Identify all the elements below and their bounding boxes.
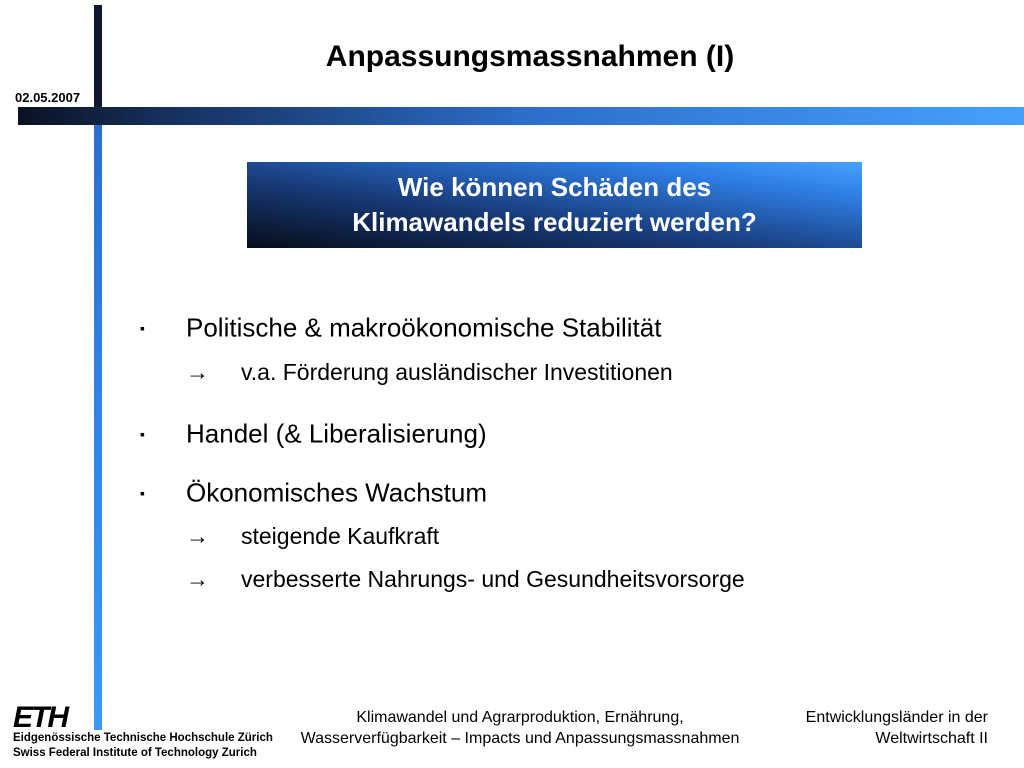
footer-center-line-2: Wasserverfügbarkeit – Impacts und Anpassungsmassnahmen — [300, 730, 740, 747]
footer-right-line-1: Entwicklungsländer in der — [805, 709, 988, 726]
footer-lecture-title — [806, 707, 988, 749]
bullet-text: Ökonomisches Wachstum — [186, 477, 488, 508]
sub-item — [186, 523, 439, 550]
question-line-1: Wie können Schäden des — [397, 172, 712, 202]
vertical-bar-bottom — [94, 125, 102, 730]
sub-item — [186, 359, 673, 386]
slide-date: 02.05.2007 — [15, 90, 81, 105]
bullet-text: Handel (& Liberalisierung) — [186, 418, 487, 449]
sub-item-text: v.a. Förderung ausländischer Investitionen — [241, 359, 673, 385]
institution-name-en: Swiss Federal Institute of Technology Zurich — [13, 747, 257, 759]
institution-name-de: Eidgenössische Technische Hochschule Zürich — [13, 732, 273, 744]
footer-center-line-1: Klimawandel und Agrarproduktion, Ernährung, — [356, 709, 684, 726]
bullet-text: Politische & makroökonomische Stabilität — [186, 312, 662, 343]
arrow-right-icon: → — [186, 566, 209, 592]
footer-course-title — [270, 707, 770, 749]
question-line-2: Klimawandels reduziert werden? — [352, 207, 757, 237]
square-bullet-icon: ▪ — [140, 485, 145, 502]
slide-title: Anpassungsmassnahmen (I) — [325, 40, 735, 73]
square-bullet-icon: ▪ — [140, 426, 145, 443]
question-box — [247, 162, 862, 248]
arrow-right-icon: → — [186, 523, 209, 549]
footer-right-line-2: Weltwirtschaft II — [875, 730, 988, 747]
bullet-item — [140, 476, 487, 509]
sub-item — [186, 566, 745, 593]
square-bullet-icon: ▪ — [140, 320, 145, 337]
bullet-item — [140, 311, 661, 344]
sub-item-text: steigende Kaufkraft — [241, 523, 440, 549]
arrow-right-icon: → — [186, 359, 209, 385]
bullet-item — [140, 417, 487, 450]
horizontal-header-bar — [18, 107, 1024, 125]
eth-logo: ETH — [13, 701, 67, 734]
sub-item-text: verbesserte Nahrungs- und Gesundheitsvorsorge — [241, 566, 745, 592]
